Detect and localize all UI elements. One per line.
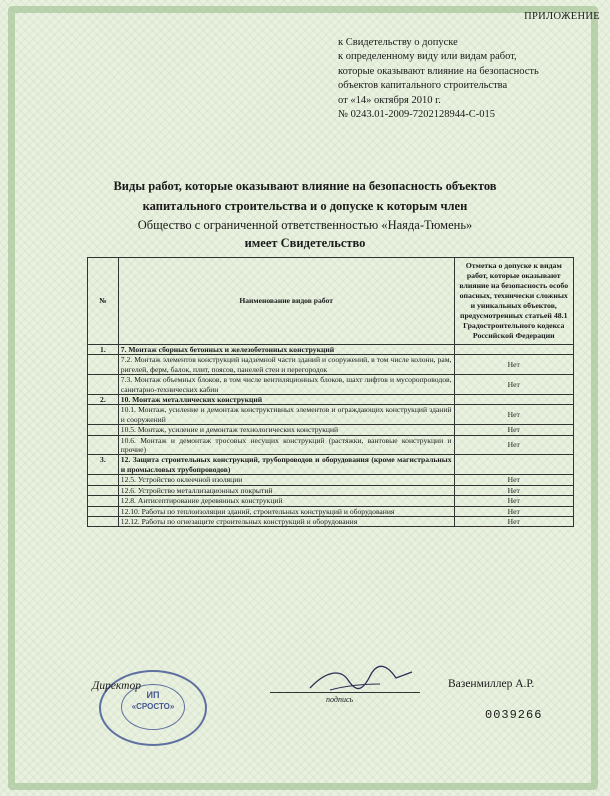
row-permission-mark (454, 455, 574, 475)
appendix-line: от «14» октября 2010 г. (338, 94, 441, 106)
table-row (88, 425, 574, 435)
appendix-line: к Свидетельству о допуске (338, 36, 458, 48)
seal-text: ИП (146, 690, 160, 700)
row-number (88, 475, 119, 485)
row-number: 1. (88, 345, 119, 355)
row-permission-mark: Нет (454, 475, 574, 485)
header-permission-mark: Отметка о допуске к видам работ, которые оказывают влияние на безопасность особо опасных, технически сложных и уникальных объектов, предусмотренных статьей 48.1 Градостроительного кодекса Российской Федерации (454, 258, 574, 345)
organization-name: Общество с ограниченной ответственностью «Наяда-Тюмень» (137, 218, 473, 232)
row-work-name: 12.6. Устройство металлизационных покрытий (118, 485, 454, 495)
has-certificate-line: имеет Свидетельство (244, 236, 366, 250)
row-permission-mark: Нет (454, 496, 574, 506)
row-permission-mark: Нет (454, 506, 574, 516)
row-number (88, 496, 119, 506)
table-section-row (88, 395, 574, 405)
document-title (60, 176, 550, 252)
table-row (88, 475, 574, 485)
row-number (88, 435, 119, 455)
table-row (88, 516, 574, 526)
table-row (88, 375, 574, 395)
table-row (88, 506, 574, 516)
row-work-name: 12.5. Устройство оклеечной изоляции (118, 475, 454, 485)
table-row (88, 355, 574, 375)
table-section-row (88, 455, 574, 475)
signature-line (270, 692, 420, 693)
table-section-row (88, 345, 574, 355)
row-number (88, 405, 119, 425)
row-number: 2. (88, 395, 119, 405)
row-permission-mark: Нет (454, 375, 574, 395)
row-number (88, 506, 119, 516)
row-work-name: 7.3. Монтаж объемных блоков, в том числе вентиляционных блоков, шахт лифтов и мусоропроводов, санитарно-технических кабин (118, 375, 454, 395)
appendix-line: которые оказывают влияние на безопасность (338, 65, 539, 77)
appendix-line: объектов капитального строительства (338, 80, 508, 91)
row-work-name: 7. Монтаж сборных бетонных и железобетонных конструкций (118, 345, 454, 355)
table-header-row (88, 258, 574, 345)
row-permission-mark (454, 345, 574, 355)
header-work-name: Наименование видов работ (118, 258, 454, 345)
table-row (88, 485, 574, 495)
row-work-name: 7.2. Монтаж элементов конструкций надземной части зданий и сооружений, в том числе колонн, рам, ригелей, ферм, балок, плит, поясов, панелей стен и перегородок (118, 355, 454, 375)
handwritten-signature (300, 662, 420, 696)
appendix-line: к определенному виду или видам работ, (338, 51, 517, 62)
table-body (88, 345, 574, 527)
row-number (88, 425, 119, 435)
director-label: Директор (92, 680, 141, 692)
row-permission-mark: Нет (454, 435, 574, 455)
title-line-2: капитального строительства и о допуске к которым член (142, 199, 468, 213)
serial-number: 0039266 (485, 708, 543, 722)
appendix-header (338, 10, 606, 123)
row-permission-mark: Нет (454, 425, 574, 435)
row-work-name: 12.8. Антисептирование деревянных конструкций (118, 496, 454, 506)
header-number: № (88, 258, 119, 345)
table-row (88, 435, 574, 455)
row-work-name: 12.12. Работы по огнезащите строительных конструкций и оборудования (118, 516, 454, 526)
row-number (88, 516, 119, 526)
works-table (87, 257, 574, 527)
row-permission-mark (454, 395, 574, 405)
title-line-1: Виды работ, которые оказывают влияние на безопасность объектов (113, 179, 497, 193)
row-work-name: 10. Монтаж металлических конструкций (118, 395, 454, 405)
appendix-title: ПРИЛОЖЕНИЕ (524, 11, 600, 22)
row-work-name: 12.10. Работы по теплоизоляции зданий, строительных конструкций и оборудования (118, 506, 454, 516)
row-permission-mark: Нет (454, 355, 574, 375)
appendix-line: № 0243.01-2009-7202128944-С-015 (338, 109, 496, 120)
row-permission-mark: Нет (454, 516, 574, 526)
row-work-name: 10.6. Монтаж и демонтаж тросовых несущих конструкций (растяжки, вантовые конструкции и прочие) (118, 435, 454, 455)
row-work-name: 10.5. Монтаж, усиление и демонтаж технологических конструкций (118, 425, 454, 435)
row-number (88, 355, 119, 375)
director-name: Вазенмиллер А.Р. (448, 678, 535, 690)
signature-caption: подпись (326, 695, 354, 704)
seal-text: «СРОСТО» (131, 702, 175, 711)
row-work-name: 12. Защита строительных конструкций, трубопроводов и оборудования (кроме магистральных и промысловых трубопроводов) (118, 455, 454, 475)
row-number: 3. (88, 455, 119, 475)
row-permission-mark: Нет (454, 405, 574, 425)
row-work-name: 10.1. Монтаж, усиление и демонтаж конструктивных элементов и ограждающих конструкций зданий и сооружений (118, 405, 454, 425)
row-number (88, 375, 119, 395)
row-number (88, 485, 119, 495)
row-permission-mark: Нет (454, 485, 574, 495)
table-row (88, 496, 574, 506)
table-row (88, 405, 574, 425)
